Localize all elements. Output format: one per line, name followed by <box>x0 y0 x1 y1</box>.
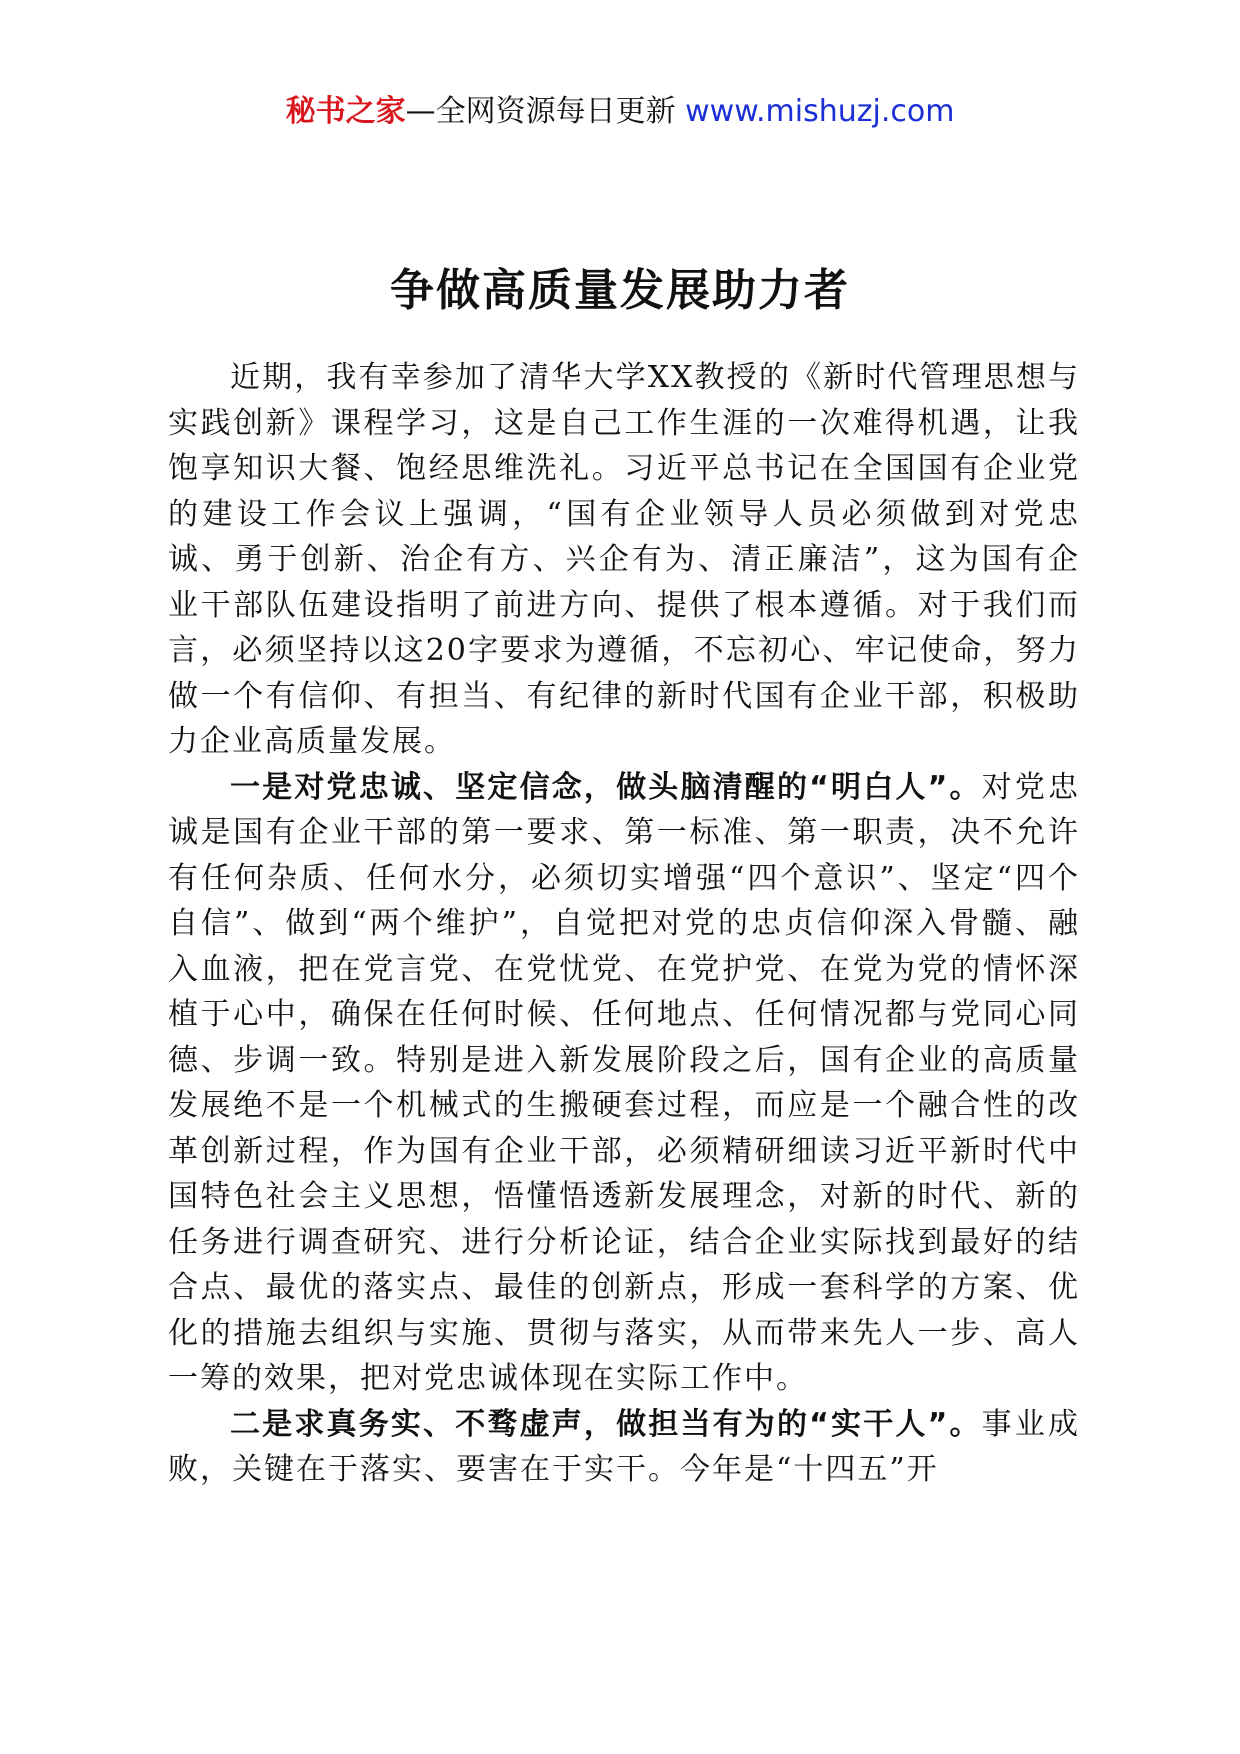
document-body <box>168 355 1080 1493</box>
paragraph-intro <box>168 355 1080 765</box>
document-title: 争做高质量发展助力者 <box>390 265 850 317</box>
paragraph-lead: 一是对党忠诚、坚定信念，做头脑清醒的“明白人”。 <box>230 769 982 805</box>
paragraph-point-2 <box>168 1402 1080 1493</box>
paragraph-text: 近期，我有幸参加了清华大学XX教授的《新时代管理思想与实践创新》课程学习，这是自己工作生涯的一次难得机遇，让我饱享知识大餐、饱经思维洗礼。习近平总书记在全国国有企业党的建设工作会议上强调，“国有企业领导人员必须做到对党忠诚、勇于创新、治企有方、兴企有为、清正廉洁”，这为国有企业干部队伍建设指明了前进方向、提供了根本遵循。对于我们而言，必须坚持以这20字要求为遵循，不忘初心、牢记使命，努力做一个有信仰、有担当、有纪律的新时代国有企业干部，积极助力企业高质量发展。 <box>168 360 1080 759</box>
paragraph-text: 事业成败，关键在于落实、要害在于实干。今年是“十四五”开 <box>168 1406 1081 1487</box>
site-url-link[interactable]: www.mishuzj.com <box>685 94 955 129</box>
site-header <box>0 92 1240 132</box>
paragraph-point-1 <box>168 765 1080 1402</box>
site-brand[interactable]: 秘书之家 <box>285 94 406 129</box>
header-separator: — <box>405 94 436 129</box>
paragraph-lead: 二是求真务实、不骛虚声，做担当有为的“实干人”。 <box>230 1406 982 1442</box>
site-tagline: 全网资源每日更新 <box>435 94 686 129</box>
paragraph-text: 对党忠诚是国有企业干部的第一要求、第一标准、第一职责，决不允许有任何杂质、任何水分，必须切实增强“四个意识”、坚定“四个自信”、做到“两个维护”，自觉把对党的忠贞信仰深入骨髓、融入血液，把在党言党、在党忧党、在党护党、在党为党的情怀深植于心中，确保在任何时候、任何地点、任何情况都与党同心同德、步调一致。特别是进入新发展阶段之后，国有企业的高质量发展绝不是一个机械式的生搬硬套过程，而应是一个融合性的改革创新过程，作为国有企业干部，必须精研细读习近平新时代中国特色社会主义思想，悟懂悟透新发展理念，对新的时代、新的任务进行调查研究、进行分析论证，结合企业实际找到最好的结合点、最优的落实点、最佳的创新点，形成一套科学的方案、优化的措施去组织与实施、贯彻与落实，从而带来先人一步、高人一筹的效果，把对党忠诚体现在实际工作中。 <box>168 769 1081 1396</box>
